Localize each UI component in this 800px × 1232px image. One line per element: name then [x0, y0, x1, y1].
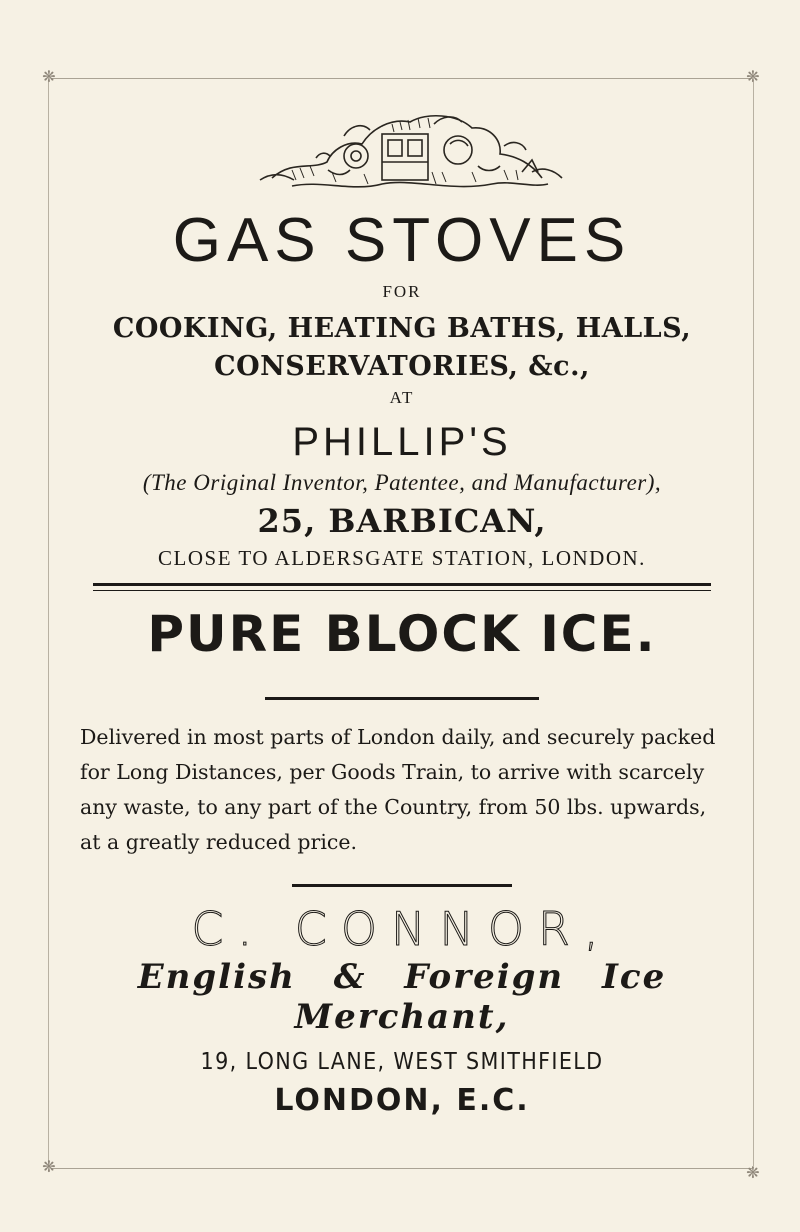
corner-ornament-icon: ❋	[42, 1157, 56, 1176]
advertisement	[58, 100, 746, 1118]
location-line: CLOSE TO ALDERSGATE STATION, LONDON.	[158, 546, 646, 570]
frame-right-rule	[753, 82, 754, 1166]
for-label: FOR	[382, 282, 422, 301]
business-name: PHILLIP'S	[292, 420, 512, 464]
headline-gas-stoves: GAS STOVES	[172, 206, 632, 275]
frame-bottom-rule	[52, 1168, 752, 1169]
inventor-line: (The Original Inventor, Patentee, and Manufacturer),	[142, 470, 662, 495]
merchant-city: LONDON, E.C.	[274, 1083, 530, 1118]
at-label: AT	[389, 388, 415, 407]
uses-line-1: COOKING, HEATING BATHS, HALLS,	[112, 313, 692, 344]
ice-headline: PURE BLOCK ICE.	[147, 605, 657, 663]
merchant-address: 19, LONG LANE, WEST SMITHFIELD	[200, 1049, 604, 1075]
street-address: 25, BARBICAN,	[257, 502, 547, 540]
ice-divider	[265, 697, 539, 700]
section-divider	[93, 583, 711, 591]
corner-ornament-icon: ❋	[42, 67, 56, 86]
gas-stove-engraving-icon	[232, 100, 572, 210]
frame-top-rule	[52, 78, 752, 79]
uses-line-2: CONSERVATORIES, &c.,	[214, 351, 590, 382]
corner-ornament-icon: ❋	[746, 67, 760, 86]
frame-left-rule	[48, 82, 49, 1166]
ice-description: Delivered in most parts of London daily, and securely packed for Long Distances, per Goods Train, to arrive with scarcely any waste, to any part of the Country, from 50 lbs. upwards, at a greatly reduced price.	[80, 725, 716, 854]
merchant-trade: English & Foreign Ice Merchant,	[137, 957, 667, 1037]
corner-ornament-icon: ❋	[746, 1163, 760, 1182]
merchant-name: C. CONNOR,	[191, 902, 613, 956]
merchant-divider	[292, 884, 512, 887]
